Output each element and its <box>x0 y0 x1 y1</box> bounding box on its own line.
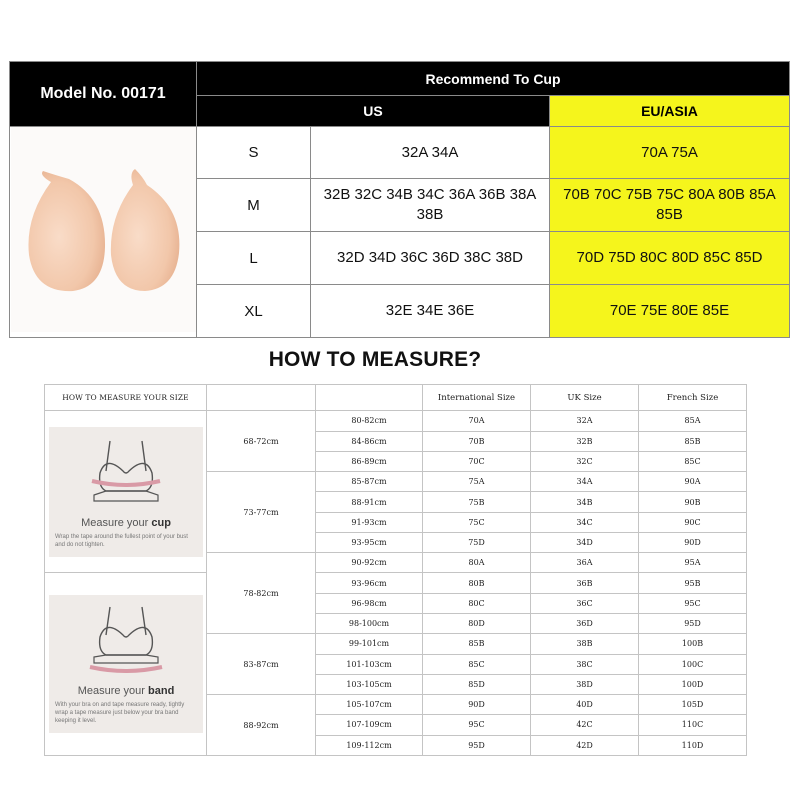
uk-size: 32C <box>531 451 639 471</box>
eu-sizes-xl: 70E 75E 80E 85E <box>550 285 790 338</box>
table-row: 80-82cm <box>316 411 423 431</box>
us-sizes-l: 32D 34D 36C 36D 38C 38D <box>311 231 550 285</box>
band-group-5: 88-92cm <box>207 695 316 756</box>
uk-size: 38C <box>531 654 639 674</box>
table-row: 98-100cm <box>316 614 423 634</box>
table-row: 84-86cm <box>316 431 423 451</box>
uk-size: 36C <box>531 593 639 613</box>
uk-size: 34B <box>531 492 639 512</box>
cup-measure-card <box>49 427 203 557</box>
band-card-desc: With your bra on and tape measure ready, tightly wrap a tape measure just below your bra band keeping it level. <box>55 702 185 725</box>
intl-size: 70C <box>423 451 531 471</box>
intl-size: 75A <box>423 472 531 492</box>
intl-size: 75B <box>423 492 531 512</box>
uk-size-header: UK Size <box>531 385 639 411</box>
cup-card-desc: Wrap the tape around the fullest point of your bust and do not tighten. <box>55 533 188 548</box>
intl-size: 90D <box>423 695 531 715</box>
intl-size: 95D <box>423 735 531 755</box>
french-size: 95A <box>639 553 747 573</box>
french-size: 105D <box>639 695 747 715</box>
band-group-3: 78-82cm <box>207 553 316 634</box>
eu-asia-header: EU/ASIA <box>550 96 790 127</box>
table-row: 99-101cm <box>316 634 423 654</box>
intl-size: 80A <box>423 553 531 573</box>
intl-size: 80C <box>423 593 531 613</box>
intl-size: 75C <box>423 512 531 532</box>
table-row: 107-109cm <box>316 715 423 735</box>
eu-sizes-l: 70D 75D 80C 80D 85C 85D <box>550 231 790 285</box>
band-group-1: 68-72cm <box>207 411 316 472</box>
us-sizes-s: 32A 34A <box>311 127 550 179</box>
french-size: 85B <box>639 431 747 451</box>
french-size: 90B <box>639 492 747 512</box>
intl-size: 80B <box>423 573 531 593</box>
us-sizes-xl: 32E 34E 36E <box>311 285 550 338</box>
table-row: 85-87cm <box>316 472 423 492</box>
uk-size: 36A <box>531 553 639 573</box>
band-group-4: 83-87cm <box>207 634 316 695</box>
table-row: 90-92cm <box>316 553 423 573</box>
french-size: 90A <box>639 472 747 492</box>
size-xl: XL <box>197 285 311 338</box>
intl-size: 85B <box>423 634 531 654</box>
model-number: Model No. 00171 <box>10 62 197 127</box>
french-size-header: French Size <box>639 385 747 411</box>
uk-size: 32B <box>531 431 639 451</box>
table-row: 103-105cm <box>316 674 423 694</box>
french-size: 95B <box>639 573 747 593</box>
size-l: L <box>197 231 311 285</box>
recommend-header: Recommend To Cup <box>197 62 790 96</box>
band-card-title: Measure your band <box>77 685 175 698</box>
intl-size: 70B <box>423 431 531 451</box>
cup-card-title: Measure your cup <box>81 516 171 529</box>
intl-size: 70A <box>423 411 531 431</box>
uk-size: 42D <box>531 735 639 755</box>
bra-cup-measure-icon <box>76 433 176 513</box>
size-s: S <box>197 127 311 179</box>
uk-size: 40D <box>531 695 639 715</box>
intl-size: 80D <box>423 614 531 634</box>
intl-size: 85C <box>423 654 531 674</box>
size-m: M <box>197 179 311 231</box>
table-row: 96-98cm <box>316 593 423 613</box>
band-header-blank <box>207 385 316 411</box>
breast-pad-icon <box>11 127 196 332</box>
table-row: 93-96cm <box>316 573 423 593</box>
table-row: 88-91cm <box>316 492 423 512</box>
uk-size: 38D <box>531 674 639 694</box>
band-measure-card <box>49 595 203 733</box>
intl-size: 95C <box>423 715 531 735</box>
uk-size: 38B <box>531 634 639 654</box>
table-row: 91-93cm <box>316 512 423 532</box>
uk-size: 34C <box>531 512 639 532</box>
french-size: 100C <box>639 654 747 674</box>
french-size: 90D <box>639 532 747 552</box>
french-size: 90C <box>639 512 747 532</box>
us-header: US <box>197 96 550 127</box>
intl-size: 85D <box>423 674 531 694</box>
product-photo <box>10 127 197 338</box>
uk-size: 36D <box>531 614 639 634</box>
bra-band-measure-icon <box>76 601 176 681</box>
table-row: 101-103cm <box>316 654 423 674</box>
band-group-2: 73-77cm <box>207 472 316 553</box>
french-size: 85C <box>639 451 747 471</box>
french-size: 110D <box>639 735 747 755</box>
how-to-measure-title: HOW TO MEASURE? <box>268 348 482 371</box>
bust-header-blank <box>316 385 423 411</box>
uk-size: 36B <box>531 573 639 593</box>
intl-size-header: International Size <box>423 385 531 411</box>
french-size: 100D <box>639 674 747 694</box>
how-to-measure-header: HOW TO MEASURE YOUR SIZE <box>45 385 207 411</box>
table-row: 105-107cm <box>316 695 423 715</box>
measure-table <box>44 384 747 756</box>
uk-size: 42C <box>531 715 639 735</box>
uk-size: 32A <box>531 411 639 431</box>
cup-measure-card-cell <box>45 411 207 573</box>
french-size: 95D <box>639 614 747 634</box>
eu-sizes-m: 70B 70C 75B 75C 80A 80B 85A 85B <box>550 179 790 231</box>
table-row: 86-89cm <box>316 451 423 471</box>
uk-size: 34D <box>531 532 639 552</box>
table-row: 93-95cm <box>316 532 423 552</box>
french-size: 110C <box>639 715 747 735</box>
intl-size: 75D <box>423 532 531 552</box>
table-row: 109-112cm <box>316 735 423 755</box>
french-size: 100B <box>639 634 747 654</box>
french-size: 85A <box>639 411 747 431</box>
eu-sizes-s: 70A 75A <box>550 127 790 179</box>
us-sizes-m: 32B 32C 34B 34C 36A 36B 38A 38B <box>311 179 550 231</box>
cup-size-table <box>9 61 790 338</box>
band-measure-card-cell <box>45 573 207 756</box>
french-size: 95C <box>639 593 747 613</box>
uk-size: 34A <box>531 472 639 492</box>
